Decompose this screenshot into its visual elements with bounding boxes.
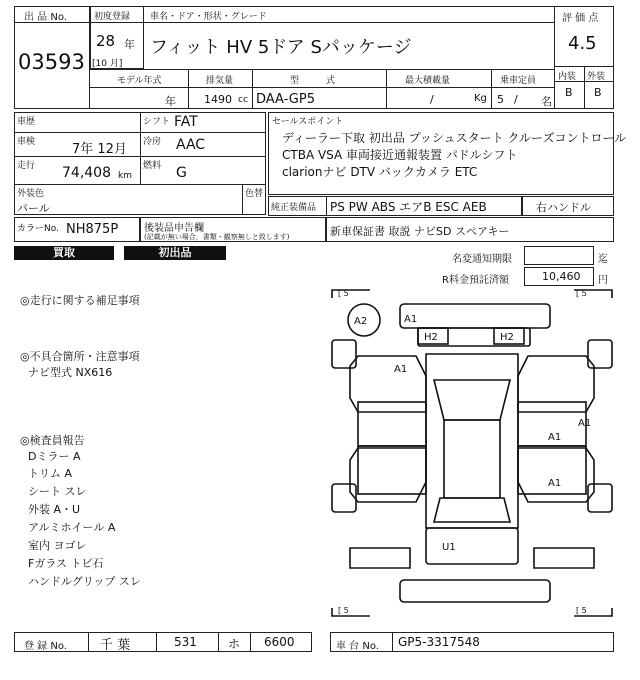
max-load-label: 最大積載量 [405,76,451,86]
exterior-label: 外装 [587,72,606,82]
after-parts-label: 後装品申告欄 [144,223,204,234]
corner-tr: [ 5 [576,289,587,298]
ac-value: AAC [176,137,206,153]
driving-notes-title: ◎走行に関する補足事項 [20,294,140,307]
mark-a1-right-rear: A1 [548,478,562,489]
inspection-label: 車検 [17,137,36,147]
sales-line-3: clarionナビ DTV バックカメラ ETC [282,165,478,179]
handle-value: 右ハンドル [536,201,591,214]
vehicle-title: フィット HV 5ドア Sパッケージ [150,37,412,58]
fuel-label: 燃料 [143,161,162,171]
mark-a1-right-upper: A1 [578,418,592,429]
reg-number: 6600 [264,635,295,649]
recycle-label: R料金預託済額 [442,275,509,286]
color-change-label: 色替 [245,189,264,199]
score-label: 評 価 点 [562,13,599,24]
warranty-value: 新車保証書 取説 ナビSD スペアキー [330,225,510,238]
notice-label: 名変通知期限 [452,254,512,265]
interior-label: 内装 [558,72,577,82]
chassis-no: GP5-3317548 [398,635,480,649]
inspector-line: シート スレ [28,485,87,498]
equipment-label: 純正装備品 [271,203,317,213]
capacity-label: 乗車定員 [500,76,537,86]
recycle-unit: 円 [598,275,608,286]
mark-a1-left: A1 [394,364,408,375]
year-unit: 年 [124,38,135,51]
mileage-unit: km [118,171,132,181]
inspector-title: ◎検査員報告 [20,434,85,447]
mark-h2-right: H2 [500,332,514,343]
reg-kana: ホ [228,637,241,651]
inspector-line: アルミホイール A [28,521,116,534]
first-reg-year: 28 [96,32,116,50]
mark-a1-bumper: A1 [404,314,418,325]
capacity-sep: / [514,93,518,106]
inspector-line: Dミラー A [28,450,81,463]
equipment-items: PS PW ABS エアB ESC AEB [330,200,487,214]
corner-br: [ 5 [576,606,587,615]
capacity: 5 [497,93,504,106]
notice-box [524,246,594,265]
reg-label: 登 録 No. [24,641,67,652]
chassis-label: 車 台 No. [336,641,379,652]
capacity-unit: 名 [541,95,552,108]
buy-tag: 買取 [14,246,114,260]
displacement-unit: cc [238,95,248,105]
after-parts-note: (記載が無い場合，書類・観察無しと致します) [144,233,290,241]
mileage-label: 走行 [17,161,36,171]
recycle-value: 10,460 [542,270,581,283]
defects-title: ◎不具合箇所・注意事項 [20,350,140,363]
mark-a2: A2 [354,316,368,327]
ac-label: 冷房 [143,137,162,147]
inspector-line: ハンドルグリップ スレ [28,575,141,588]
displacement-label: 排気量 [206,76,234,86]
inspection-value: 7年 12月 [72,142,127,157]
inspector-line: 室内 ヨゴレ [28,539,87,552]
sales-points-label: セールスポイント [272,117,344,127]
max-load: / [430,93,434,106]
first-reg-month: [10 月] [92,59,123,69]
max-load-unit: Kg [474,93,487,104]
model-year-unit: 年 [165,95,176,108]
defects-line: ナビ型式 NX616 [28,366,113,379]
car-diagram-svg [330,288,614,618]
mark-u1: U1 [442,542,456,553]
reg-class: 531 [174,635,197,649]
interior-grade: B [565,86,573,99]
mileage-value: 74,408 [62,165,111,181]
inspector-line: トリム A [28,467,73,480]
model-label: 型 式 [290,76,336,86]
displacement: 1490 [204,93,232,106]
shift-value: FAT [174,114,198,130]
lot-no-label: 出 品 No. [24,12,67,23]
corner-bl: [ 5 [338,606,349,615]
color-no: NH875P [66,222,119,237]
mark-h2-left: H2 [424,332,438,343]
sales-line-1: ディーラー下取 初出品 プッシュスタート クルーズコントロール [282,131,627,145]
sales-line-2: CTBA VSA 車両接近通報装置 パドルシフト [282,148,518,162]
fuel-value: G [176,165,187,181]
notice-unit: 迄 [598,254,608,265]
reg-place: 千 葉 [100,638,131,653]
score-value: 4.5 [568,33,597,54]
shift-label: シフト [143,117,171,127]
damage-diagram [330,288,614,618]
corner-tl: [ 5 [338,289,349,298]
lot-no: 03593 [18,50,85,74]
mark-a1-right-door: A1 [548,432,562,443]
color-no-label: カラーNo. [17,224,59,234]
title-label: 車名・ドア・形状・グレード [150,12,267,22]
model-year-label: モデル年式 [117,76,162,86]
color-value: パール [17,202,50,215]
inspector-line: 外装 A・U [28,503,81,516]
exterior-grade: B [594,86,602,99]
inspector-line: Fガラス トビ石 [28,557,104,570]
model-code: DAA-GP5 [256,92,315,107]
history-label: 車歴 [17,117,36,127]
color-label: 外装色 [17,189,45,199]
first-reg-label: 初度登録 [94,12,131,22]
first-listing-tag: 初出品 [124,246,226,260]
